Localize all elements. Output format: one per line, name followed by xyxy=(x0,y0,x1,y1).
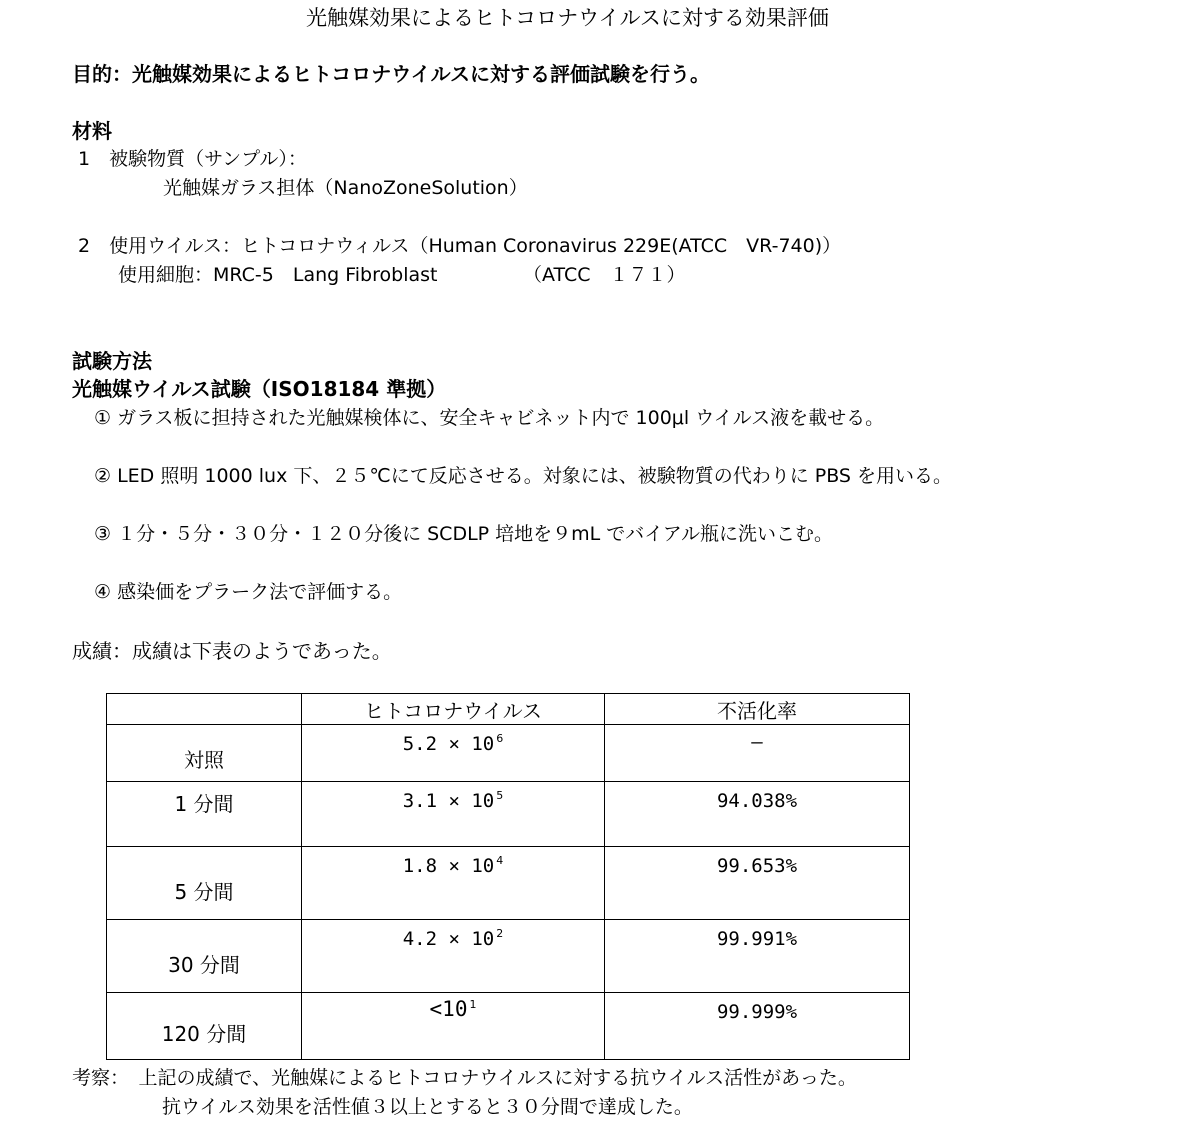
row-condition xyxy=(107,725,302,782)
row-virus xyxy=(302,920,605,993)
virus-titer: 1.8 × 10 xyxy=(402,855,495,877)
virus-exponent: 2 xyxy=(496,927,504,941)
table-row xyxy=(107,847,910,920)
virus-titer: 3.1 × 10 xyxy=(402,790,495,812)
material-cells: 使用細胞：MRC-5 Lang Fibroblast （ATCC １７１） xyxy=(118,264,686,286)
inactivation-rate: 99.653% xyxy=(716,855,798,877)
purpose-line: 目的：光触媒効果によるヒトコロナウイルスに対する評価試験を行う。 xyxy=(72,62,710,86)
material-item-2: 2 使用ウイルス：ヒトコロナウィルス（Human Coronavirus 229E(ATCC VR-740)） xyxy=(78,235,842,257)
inactivation-rate: 94.038% xyxy=(716,790,798,812)
header-virus: ヒトコロナウイルス xyxy=(302,694,605,725)
results-heading: 成績：成績は下表のようであった。 xyxy=(72,639,392,663)
header-rate: 不活化率 xyxy=(605,694,910,725)
row-virus xyxy=(302,847,605,920)
table-row xyxy=(107,993,910,1060)
row-condition xyxy=(107,782,302,847)
condition-label: 1 分間 xyxy=(174,792,234,816)
row-condition xyxy=(107,920,302,993)
row-rate xyxy=(605,725,910,782)
row-rate xyxy=(605,993,910,1060)
condition-label: 5 分間 xyxy=(174,880,234,904)
virus-exponent: 6 xyxy=(496,732,504,746)
row-condition xyxy=(107,847,302,920)
virus-titer: 4.2 × 10 xyxy=(402,928,495,950)
table-row xyxy=(107,920,910,993)
virus-exponent: 1 xyxy=(469,998,477,1012)
method-heading: 試験方法 xyxy=(72,349,152,373)
row-rate xyxy=(605,782,910,847)
row-rate xyxy=(605,920,910,993)
row-virus xyxy=(302,725,605,782)
condition-label: 120 分間 xyxy=(161,1022,247,1046)
condition-label: 30 分間 xyxy=(168,953,240,977)
material-item-1-detail: 光触媒ガラス担体（NanoZoneSolution） xyxy=(163,177,528,199)
document-title: 光触媒効果によるヒトコロナウイルスに対する効果評価 xyxy=(306,6,829,30)
table-row xyxy=(107,782,910,847)
virus-exponent: 5 xyxy=(496,789,504,803)
virus-titer: <10 xyxy=(429,997,468,1021)
method-step-1: ① ガラス板に担持された光触媒検体に、安全キャビネット内で 100μl ウイルス液を載せる。 xyxy=(94,407,885,429)
material-item-1: 1 被験物質（サンプル）： xyxy=(78,148,307,170)
materials-heading: 材料 xyxy=(72,119,112,143)
discussion-line-2: 抗ウイルス効果を活性値３以上とすると３０分間で達成した。 xyxy=(162,1096,693,1118)
method-step-2: ② LED 照明 1000 lux 下、２５℃にて反応させる。対象には、被験物質の代わりに PBS を用いる。 xyxy=(94,465,953,487)
row-rate xyxy=(605,847,910,920)
discussion-line-1: 考察： 上記の成績で、光触媒によるヒトコロナウイルスに対する抗ウイルス活性があった。 xyxy=(72,1067,857,1089)
table-row xyxy=(107,725,910,782)
method-step-3: ③ １分・５分・３０分・１２０分後に SCDLP 培地を９mL でバイアル瓶に洗いこむ。 xyxy=(94,523,833,545)
virus-exponent: 4 xyxy=(496,854,504,868)
virus-titer: 5.2 × 10 xyxy=(402,733,495,755)
header-condition xyxy=(107,694,302,725)
row-virus xyxy=(302,993,605,1060)
condition-label: 対照 xyxy=(184,748,224,772)
inactivation-rate: 99.991% xyxy=(716,928,798,950)
results-table xyxy=(106,693,910,1060)
method-step-4: ④ 感染価をプラーク法で評価する。 xyxy=(94,581,403,603)
table-header-row xyxy=(107,694,910,725)
inactivation-rate: 99.999% xyxy=(716,1001,798,1023)
inactivation-rate: — xyxy=(751,731,763,753)
method-subheading: 光触媒ウイルス試験（ISO18184 準拠） xyxy=(72,377,447,401)
row-virus xyxy=(302,782,605,847)
row-condition xyxy=(107,993,302,1060)
